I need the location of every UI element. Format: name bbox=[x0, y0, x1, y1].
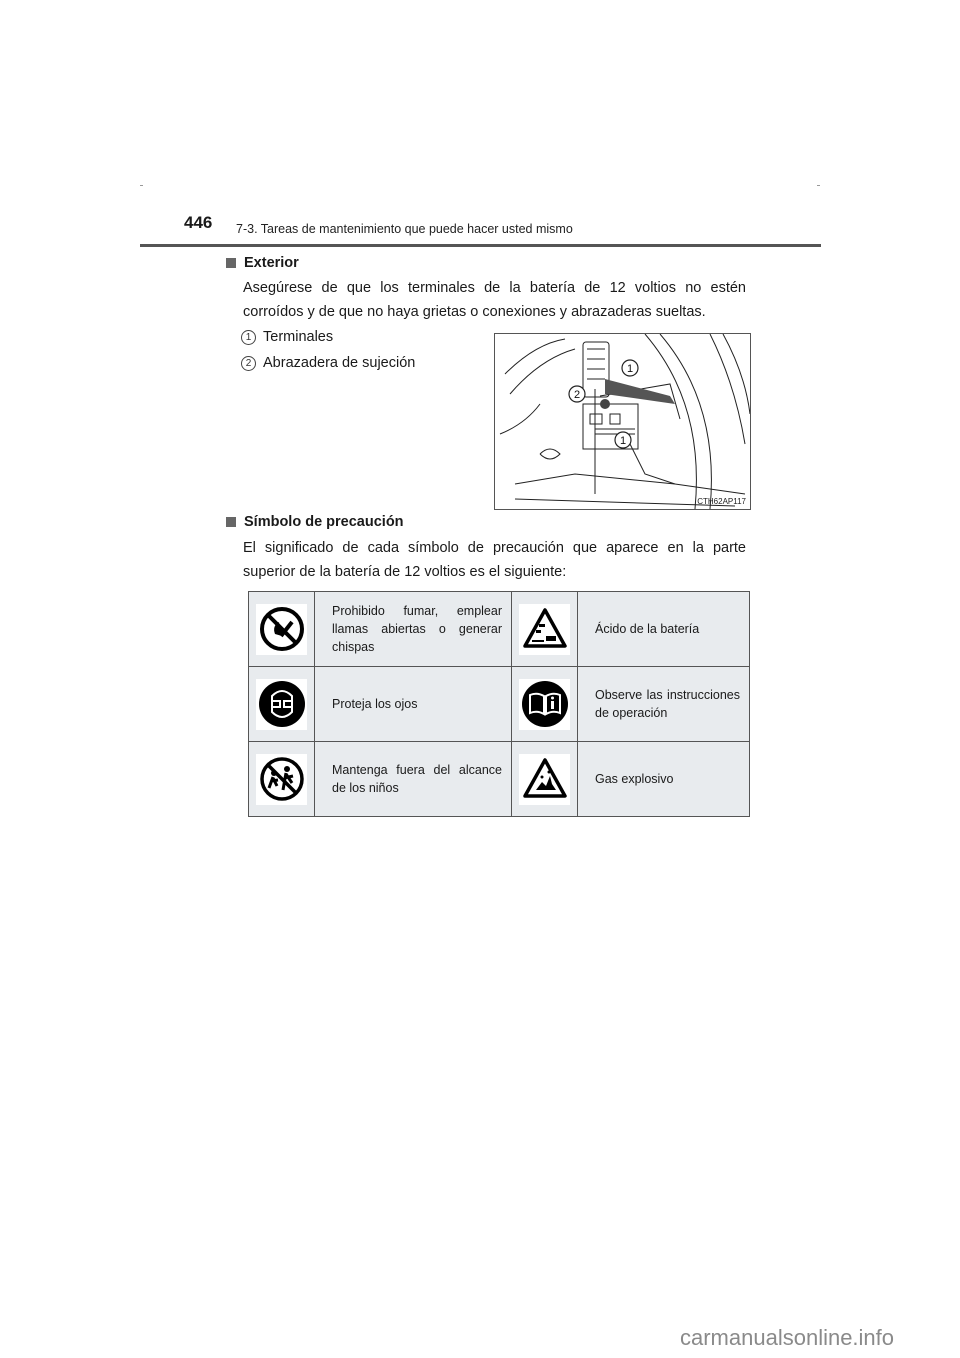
watermark: carmanualsonline.info bbox=[680, 1325, 895, 1350]
square-bullet-icon bbox=[226, 517, 236, 527]
section-heading-caution bbox=[226, 514, 404, 530]
battery-acid-icon bbox=[519, 604, 570, 655]
svg-text:2: 2 bbox=[573, 389, 581, 401]
section-heading-exterior bbox=[226, 255, 299, 271]
svg-text:1: 1 bbox=[626, 363, 634, 375]
callout-number-icon: 2 bbox=[241, 356, 256, 371]
symbol-description: Ácido de la batería bbox=[578, 592, 750, 667]
table-row bbox=[249, 742, 750, 817]
list-item-clamp bbox=[241, 355, 415, 371]
operating-instructions-icon bbox=[519, 679, 570, 730]
figure-code: CTH62AP117 bbox=[697, 497, 746, 506]
svg-text:1: 1 bbox=[619, 435, 627, 447]
square-bullet-icon bbox=[226, 258, 236, 268]
list-item-label: Terminales bbox=[263, 329, 334, 345]
explosive-gas-icon bbox=[519, 754, 570, 805]
symbol-description: Observe las instrucciones de operación bbox=[578, 667, 750, 742]
caution-symbols-table bbox=[248, 591, 750, 817]
battery-line-drawing-icon bbox=[495, 334, 750, 509]
keep-away-children-icon bbox=[256, 754, 307, 805]
symbol-description: Mantenga fuera del alcance de los niños bbox=[315, 742, 512, 817]
chapter-title: 7-3. Tareas de mantenimiento que puede hacer usted mismo bbox=[236, 222, 573, 236]
table-row bbox=[249, 592, 750, 667]
crop-mark-left bbox=[140, 185, 143, 186]
no-smoking-flame-icon bbox=[256, 604, 307, 655]
heading-text: Exterior bbox=[244, 255, 299, 271]
header-rule bbox=[140, 244, 821, 247]
eye-protection-icon bbox=[256, 679, 307, 730]
list-item-label: Abrazadera de sujeción bbox=[263, 355, 416, 371]
symbol-description: Prohibido fumar, emplear llamas abiertas o generar chispas bbox=[315, 592, 512, 667]
table-row bbox=[249, 667, 750, 742]
battery-illustration bbox=[494, 333, 751, 510]
page-number: 446 bbox=[184, 213, 213, 232]
list-item-terminals bbox=[241, 329, 333, 345]
exterior-paragraph: Asegúrese de que los terminales de la batería de 12 voltios no estén corroídos y de que no haya grietas o conexiones y abrazaderas sueltas. bbox=[243, 280, 746, 320]
symbol-description: Gas explosivo bbox=[578, 742, 750, 817]
symbol-description: Proteja los ojos bbox=[315, 667, 512, 742]
heading-text: Símbolo de precaución bbox=[244, 514, 404, 530]
crop-mark-right bbox=[817, 185, 820, 186]
caution-paragraph: El significado de cada símbolo de precaución que aparece en la parte superior de la batería de 12 voltios es el siguiente: bbox=[243, 540, 746, 580]
callout-number-icon: 1 bbox=[241, 330, 256, 345]
page-header bbox=[140, 213, 820, 247]
